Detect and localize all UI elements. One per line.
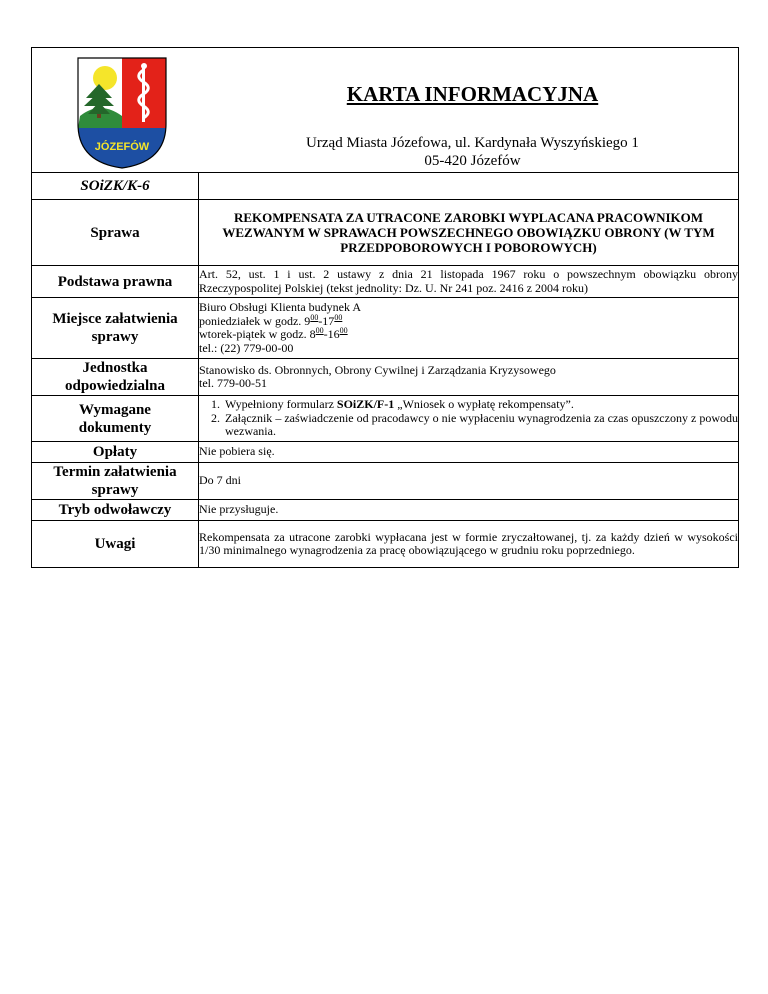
address-city: 05-420 Józefów <box>424 153 521 169</box>
label-miejsce-zalatwienia <box>32 298 199 359</box>
label-jednostka-line2: odpowiedzialna <box>64 378 166 394</box>
value-termin: Do 7 dni <box>199 463 739 500</box>
value-miejsce-zalatwienia <box>199 298 739 359</box>
value-oplaty: Nie pobiera się. <box>199 442 739 463</box>
information-card <box>31 47 739 568</box>
value-uwagi: Rekompensata za utracone zarobki wypłacana jest w formie zryczałtowanej, tj. za każdy dzień w wysokości 1/30 minimalnego wynagrodzenia za pracę obowiązującego w grudniu roku poprzedniego. <box>199 521 739 568</box>
label-termin-line1: Termin załatwienia <box>53 464 177 480</box>
documents-list <box>199 398 738 439</box>
card-title: KARTA INFORMACYJNA <box>346 82 599 106</box>
jozefow-crest-icon <box>72 54 172 172</box>
label-podstawa-prawna: Podstawa prawna <box>32 266 199 298</box>
label-sprawa: Sprawa <box>32 200 199 266</box>
label-jednostka-line1: Jednostka <box>82 360 148 376</box>
unit-name: Stanowisko ds. Obronnych, Obrony Cywilnej i Zarządzania Kryzysowego <box>199 362 556 377</box>
value-sprawa: REKOMPENSATA ZA UTRACONE ZAROBKI WYPLACANA PRACOWNIKOM WEZWANYM W SPRAWACH POWSZECHNEGO OBOWIĄZKU OBRONY (W TYM PRZEDPOBOROWYCH I POBOROWYCH) <box>199 200 739 266</box>
list-item: 2. Załącznik – zaświadczenie od pracodawcy o nie wypłaceniu wynagrodzenia za czas opuszczony z powodu wezwania. <box>223 412 738 439</box>
label-miejsce-line2: sprawy <box>91 329 139 345</box>
card-header <box>32 48 739 173</box>
card-code: SOiZK/K-6 <box>32 173 199 200</box>
label-tryb-odwolawczy: Tryb odwoławczy <box>32 500 199 521</box>
label-wymagane-dokumenty <box>32 396 199 442</box>
label-uwagi: Uwagi <box>32 521 199 568</box>
label-dokumenty-line2: dokumenty <box>78 419 152 436</box>
hours-tuesday-friday: wtorek-piątek w godz. $8^{00}-16^{00}$ <box>199 326 348 341</box>
list-item: 1. Wypełniony formularz SOiZK/F-1 „Wniosek o wypłatę rekompensaty”. <box>223 398 738 412</box>
office-address <box>207 134 738 170</box>
unit-phone: tel. 779-00-51 <box>199 376 267 390</box>
label-jednostka <box>32 359 199 396</box>
address-street: Urząd Miasta Józefowa, ul. Kardynała Wyszyńskiego 1 <box>306 135 639 151</box>
hours-monday: poniedziałek w godz. $9^{00}-17^{00}$ <box>199 312 343 328</box>
label-termin <box>32 463 199 500</box>
crest-lettering: JÓZEFÓW <box>94 141 150 153</box>
value-jednostka <box>199 359 739 396</box>
office-phone: tel.: (22) 779-00-00 <box>199 340 294 355</box>
label-dokumenty-line1: Wymagane <box>79 401 151 418</box>
value-tryb-odwolawczy: Nie przysługuje. <box>199 500 739 521</box>
label-termin-line2: sprawy <box>91 482 139 498</box>
form-code: SOiZK/F-1 <box>336 397 395 412</box>
card-code-spacer <box>199 173 739 200</box>
office-location: Biuro Obsługi Klienta budynek A <box>199 300 361 314</box>
label-oplaty: Opłaty <box>32 442 199 463</box>
value-podstawa-prawna: Art. 52, ust. 1 i ust. 2 ustawy z dnia 21 listopada 1967 roku o powszechnym obowiązku obrony Rzeczypospolitej Polskiej (tekst jednolity: Dz. U. Nr 241 poz. 2416 z 2004 roku) <box>199 266 739 298</box>
value-wymagane-dokumenty <box>199 396 739 442</box>
label-miejsce-line1: Miejsce załatwienia <box>52 311 178 327</box>
